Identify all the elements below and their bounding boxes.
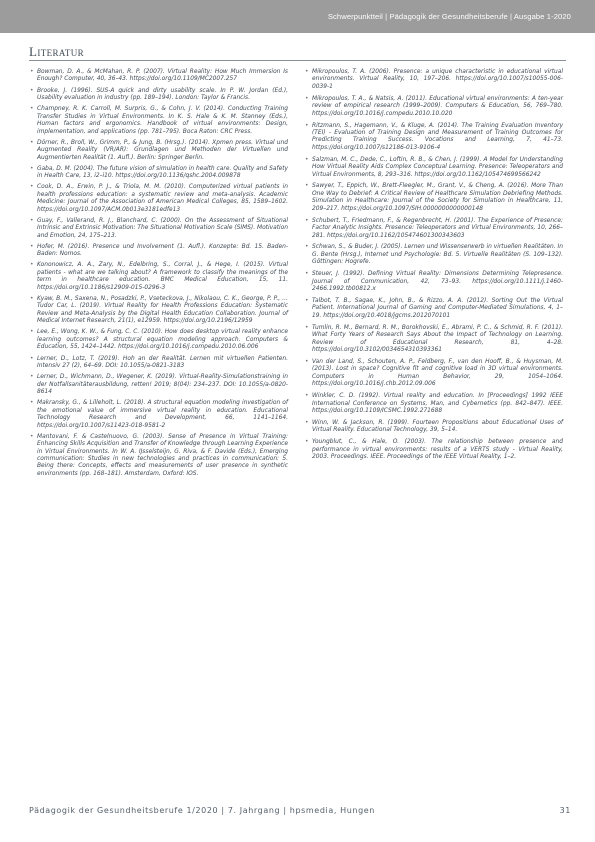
reference-entry: [305, 393, 563, 415]
reference-entry: [30, 140, 288, 162]
reference-entry: [30, 166, 288, 181]
reference-text: Champney, R. K. Carroll, M. Surpris, G., & Cohn, J. V. (2014). Conducting Training Transfer Studies in Virtual Environments. In K. S. Hale & K. M. Stanney (Eds.), Human factors and ergonomics. Handbook of virtual environments: Design, implementation, and applications (pp. 781–795). Boca Raton: CRC Press.: [37, 106, 288, 135]
reference-entry: [30, 356, 288, 371]
reference-text: Hofer, M. (2016). Presence und Involvement (1. Aufl.). Konzepte: Bd. 15. Baden-Baden: Nomos.: [37, 243, 288, 258]
bullet-icon: •: [30, 87, 34, 94]
reference-entry: [30, 244, 288, 259]
reference-text: Winkler, C. D. (1992). Virtual reality and education. In [Proceedings] 1992 IEEE International Conference on Systems, Man, and Cybernetics (pp. 842–847). IEEE. https://doi.org/10.1109/ICSMC.1992.271688: [312, 393, 563, 414]
bullet-icon: •: [305, 393, 309, 400]
bullet-icon: •: [305, 419, 309, 426]
bullet-icon: •: [30, 400, 34, 407]
reference-text: Cook, D. A., Erwin, P. J., & Triola, M. M. (2010). Computerized virtual patients in health professions education: a systematic review and meta-analysis. Academic Medicine: Journal of the Association of American Medical Colleges, 85, 1589–1602. https://doi.org/10.1097/ACM.0b013e3181edfe13: [37, 184, 288, 213]
bullet-icon: •: [30, 217, 34, 224]
bullet-icon: •: [305, 183, 309, 190]
references-left-column: [30, 69, 288, 482]
reference-entry: [305, 183, 563, 213]
reference-text: Schwan, S., & Buder, J. (2005). Lernen und Wissenserwerb in virtuellen Realitäten. In G. Bente (Hrsg.), Internet und Psychologie: Bd. 5. Virtuelle Realitäten (S. 109–132). Göttingen: Hogrefe.: [312, 244, 563, 266]
reference-text: Kyaw, B. M., Saxena, N., Posadzki, P., Vseteckova, J., Nikolaou, C. K., George, P. P., … Tudor Car, L. (2019). Virtual Reality for Health Professions Education: Systematic Review and Meta-Analysis by the Digital Health Education Collaboration. Journal of Medical Internet Research, 21(1), e12959. https://doi.org/10.2196/12959: [37, 295, 288, 325]
reference-entry: [305, 439, 563, 461]
reference-entry: [30, 262, 288, 292]
reference-text: Winn, W. & Jackson, R. (1999). Fourteen Propositions about Educational Uses of Virtual Reality. Educational Technology, 39, 5–14.: [312, 419, 563, 434]
bullet-icon: •: [305, 358, 309, 365]
reference-entry: [305, 359, 563, 389]
reference-text: Mikropoulos, T. A., & Natsis, A. (2011). Educational virtual environments: A ten-year review of empirical research (1999–2009). Computers & Education, 56, 769–780. https://doi.org/10.1016/j.compedu.2010.10.020: [312, 95, 563, 117]
reference-entry: [30, 400, 288, 430]
bullet-icon: •: [30, 374, 34, 381]
bullet-icon: •: [305, 156, 309, 163]
reference-entry: [305, 218, 563, 240]
section-divider: [29, 60, 566, 61]
reference-entry: [305, 244, 563, 266]
reference-entry: [305, 420, 563, 435]
reference-entry: [30, 106, 288, 136]
reference-text: Brooke, J. (1996). SUS-A quick and dirty usability scale. In P. W. Jordan (Ed.), Usability evaluation in industry (pp. 189–194). London: Taylor & Francis.: [37, 87, 288, 102]
section-title: Literatur: [29, 44, 85, 59]
reference-text: Sawyer, T., Eppich, W., Brett-Fleegler, M., Grant, V., & Cheng, A. (2016). More Than One Way to Debrief: A Critical Review of Healthcare Simulation Debriefing Methods. Simulation in Healthcare: Journal of the Society for Simulation in Healthcare, 11, 209–217. https://doi.org/10.1097/SIH.0000000000000148: [312, 183, 563, 212]
page-footer: [29, 806, 571, 818]
references-right-column: [305, 69, 563, 466]
reference-text: Lee, E., Wong, K. W., & Fung, C. C. (2010). How does desktop virtual reality enhance learning outcomes? A structural equation modeling approach. Computers & Education, 55, 1424–1442. https://doi.org/10.1016/j.compedu.2010.06.006: [37, 329, 288, 351]
page-number: 31: [559, 806, 571, 815]
reference-text: Mikropoulos, T. A. (2006). Presence: a unique characteristic in educational virtual environments. Virtual Reality, 10, 197–206. https://doi.org/10.1007/s10055-006-0039-1: [312, 69, 563, 90]
bullet-icon: •: [305, 122, 309, 129]
reference-text: Steuer, J. (1992). Defining Virtual Reality: Dimensions Determining Telepresence. Journal of Communication, 42, 73–93. https://doi.org/10.1111/j.1460-2466.1992.tb00812.x: [312, 271, 563, 293]
bullet-icon: •: [305, 297, 309, 304]
bullet-icon: •: [30, 69, 34, 75]
reference-text: Guay, F., Vallerand, R. J., Blanchard, C. (2000). On the Assessment of Situational Intrinsic and Extrinsic Motivation: The Situational Motivation Scale (SIMS). Motivation and Emotion, 24, 175–213.: [37, 217, 288, 239]
footer-journal: Pädagogik der Gesundheitsberufe 1/2020 | 7. Jahrgang | hpsmedia, Hungen: [29, 806, 375, 815]
header-band: [0, 0, 595, 33]
reference-text: Talbot, T. B., Sagae, K., John, B., & Rizzo, A. A. (2012). Sorting Out the Virtual Patient. International Journal of Gaming and Computer-Mediated Simulations, 4, 1–19. https://doi.org/10.4018/jgcms.2012070101: [312, 297, 563, 319]
bullet-icon: •: [30, 329, 34, 336]
bullet-icon: •: [30, 184, 34, 191]
reference-entry: [30, 88, 288, 103]
bullet-icon: •: [305, 217, 309, 224]
bullet-icon: •: [30, 295, 34, 302]
bullet-icon: •: [30, 139, 34, 146]
bullet-icon: •: [30, 262, 34, 269]
reference-text: Lerner, D., Lotz, T. (2019). Hoh an der Realität. Lernen mit virtuellen Patienten. Intensiv 27 (2), 64–69. DOI: 10.1055/a-0821-3183: [37, 355, 288, 369]
reference-entry: [305, 157, 563, 179]
reference-entry: [30, 434, 288, 479]
running-head: Schwerpunktteil | Pädagogik der Gesundheitsberufe | Ausgabe 1-2020: [327, 12, 571, 21]
bullet-icon: •: [305, 69, 309, 75]
reference-text: Ritzmann, S., Hagemann, V., & Kluge, A. (2014). The Training Evaluation Inventory (TEI) - Evaluation of Training Design and Measurement of Training Outcomes for Predicting Training Success. Vocations and Learning, 7, 41–73. https://doi.org/10.1007/s12186-013-9106-4: [312, 122, 563, 151]
bullet-icon: •: [305, 271, 309, 278]
bullet-icon: •: [30, 355, 34, 362]
reference-text: Schubert, T., Friedmann, F., & Regenbrecht, H. (2001). The Experience of Presence: Factor Analytic Insights. Presence: Teleoperators and Virtual Environments, 10, 266–281. https://doi.org/10.1162/105474601300343603: [312, 217, 563, 239]
reference-entry: [30, 184, 288, 214]
reference-text: Van der Land, S., Schouten, A. P., Feldberg, F., van den Hooff, B., & Huysman, M. (2013). Lost in space? Cognitive fit and cognitive load in 3D virtual environments. Computers in Human Behavior, 29, 1054–1064. https://doi.org/10.1016/j.chb.2012.09.006: [312, 358, 563, 388]
reference-text: Mantovani, F. & Castelnuovo, G. (2003). Sense of Presence in Virtual Training: Enhancing Skills Acquisition and Transfer of Knowledge through Learning Experience in Virtual Environments. In W. A. IJsselsteijn, G. Riva, & F. Davide (Eds.), Emerging communication: Studies in new technologies and practices in communication: 5. Being there: Concepts, effects and measurements of user presence in synthetic environments (pp. 168–181). Amsterdam, Oxford: IOS.: [37, 433, 288, 477]
reference-text: Salzman, M. C., Dede, C., Loftin, R. B., & Chen, J. (1999). A Model for Understanding How Virtual Reality Aids Complex Conceptual Learning. Presence: Teleoperators and Virtual Environments, 8, 293–316. https://doi.org/10.1162/105474699566242: [312, 156, 563, 178]
reference-text: Tumlin, R. M., Bernard, R. M., Borokhovski, E., Abrami, P. C., & Schmid, R. F. (2011). What Forty Years of Research Says About the Impact of Technology on Learning. Review of Educational Research, 81, 4–28. https://doi.org/10.3102/0034654310393361: [312, 324, 563, 354]
reference-entry: [305, 123, 563, 153]
reference-entry: [305, 298, 563, 320]
reference-entry: [30, 69, 288, 84]
reference-text: Youngblut, C., & Hale, O. (2003). The relationship between presence and performance in virtual environments: results of a VERTS study - Virtual Reality, 2003. Proceedings. IEEE. Proceedings of the IEEE Virtual Reality, 1–2.: [312, 439, 563, 461]
reference-entry: [30, 296, 288, 326]
bullet-icon: •: [305, 439, 309, 446]
reference-entry: [30, 329, 288, 351]
bullet-icon: •: [305, 95, 309, 102]
reference-entry: [305, 69, 563, 91]
reference-entry: [30, 218, 288, 240]
reference-text: Makransky, G., & Lilleholt, L. (2018). A structural equation modeling investigation of the emotional value of immersive virtual reality in education. Educational Technology Research and Development, 66, 1141–1164. https://doi.org/10.1007/s11423-018-9581-2: [37, 400, 288, 429]
reference-text: Bowman, D. A., & McMahan, R. P. (2007). Virtual Reality: How Much Immersion Is Enough? Computer, 40, 36–43. https://doi.org/10.1109/MC2007.257: [37, 69, 288, 83]
reference-text: Gaba, D. M. (2004). The future vision of simulation in health care. Quality and Safety in Health Care, 13, i2–i10. https://doi.org/10.1136/qshc.2004.009878: [37, 165, 288, 180]
reference-text: Kononowicz, A. A., Zary, N., Edelbring, S., Corral, J., & Hege, I. (2015). Virtual patients - what are we talking about? A framework to classify the meanings of the term in healthcare education. BMC Medical Education, 15, 11. https://doi.org/10.1186/s12909-015-0296-3: [37, 262, 288, 291]
bullet-icon: •: [30, 433, 34, 440]
bullet-icon: •: [30, 243, 34, 250]
bullet-icon: •: [305, 324, 309, 331]
bullet-icon: •: [30, 165, 34, 172]
reference-entry: [305, 325, 563, 355]
bullet-icon: •: [30, 106, 34, 113]
reference-entry: [305, 271, 563, 293]
reference-text: Lerner, D., Wichmann, D., Wegener, K. (2019). Virtual-Reality-Simulationstraining in der Notfallsanitäterausbildung, retten! 2019; 8(04): 234–237. DOI: 10.1055/a-0820-8614: [37, 374, 288, 396]
reference-entry: [305, 96, 563, 118]
reference-entry: [30, 374, 288, 396]
bullet-icon: •: [305, 244, 309, 251]
reference-text: Dörner, R., Broll, W., Grimm, P., & Jung, B. (Hrsg.). (2014). Xpmen press. Virtual und Augmented Reality (VR/AR): Grundlagen und Methoden der Virtuellen und Augmentierten Realität (1. Aufl.). Berlin: Springer Berlin.: [37, 139, 288, 161]
